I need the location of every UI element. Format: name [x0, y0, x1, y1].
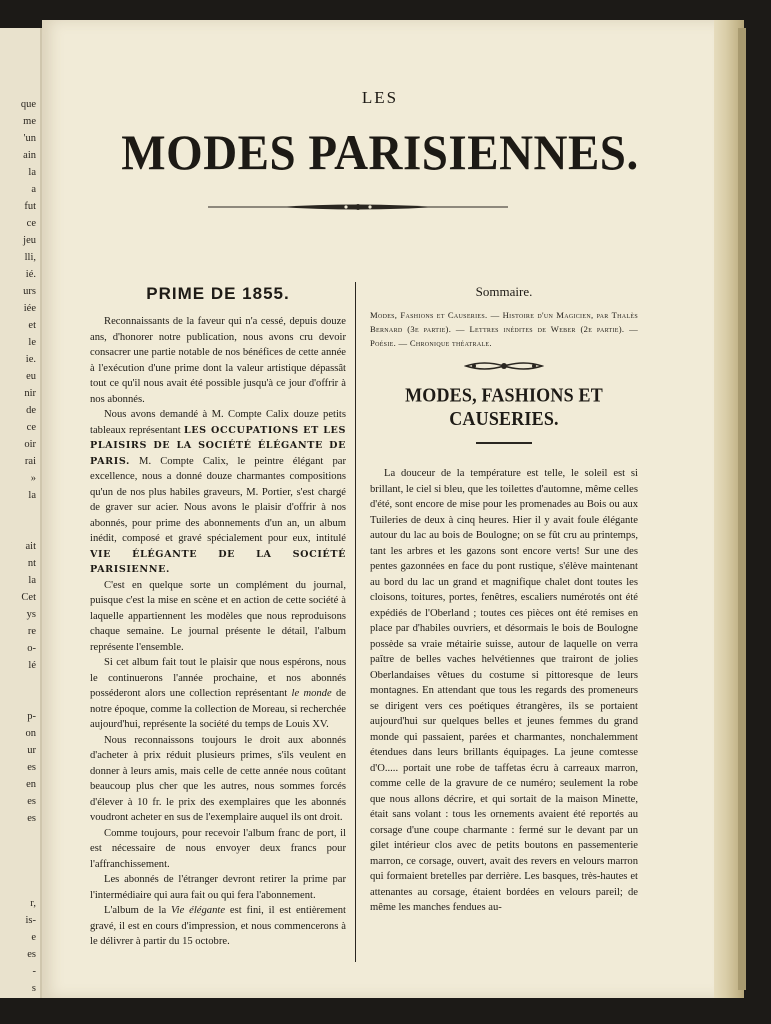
left-page-text-fragment: »: [30, 473, 36, 484]
left-page-text-fragment: is-: [25, 915, 36, 926]
left-page-text-fragment: nir: [24, 388, 36, 399]
left-page-text-fragment: urs: [23, 286, 36, 297]
left-page-text-fragment: re: [27, 626, 36, 637]
left-page-text-fragment: et: [28, 320, 36, 331]
left-page-text-fragment: ié.: [25, 269, 36, 280]
left-page-text-fragment: es: [27, 796, 36, 807]
left-page-text-fragment: es: [27, 813, 36, 824]
prime-heading: PRIME DE 1855.: [146, 284, 290, 303]
left-page-text-fragment: nt: [27, 558, 36, 569]
left-page-text-fragment: le: [28, 337, 36, 348]
left-page-text-fragment: la: [28, 490, 36, 501]
prime-paragraph-7: Les abonnés de l'étranger devront retirer la prime par l'intermédiaire qui aura fait ou qui fera l'abonnement.: [90, 874, 346, 901]
left-page-text-fragment: fut: [24, 201, 36, 212]
left-page-text-fragment: p-: [27, 711, 36, 722]
left-page-text-fragment: es: [27, 949, 36, 960]
left-page-text-fragment: me: [23, 116, 36, 127]
left-page-text-fragment: 'un: [23, 133, 36, 144]
prime-paragraph-6: Comme toujours, pour recevoir l'album franc de port, il est nécessaire de nous envoyer deux francs pour l'affranchissement.: [90, 827, 346, 870]
sommaire-ornament: [464, 360, 544, 372]
left-page-text-fragment: la: [28, 575, 36, 586]
left-page-text-fragment: de: [26, 405, 36, 416]
left-page-text-fragment: r,: [30, 898, 36, 909]
left-page-text-fragment: e: [31, 932, 36, 943]
left-page-text-fragment: ait: [25, 541, 36, 552]
prime-paragraph-2: Nous avons demandé à M. Compte Calix douze petits tableaux représentant LES OCCUPATIONS ET LES PLAISIRS DE LA SOCIÉTÉ ÉLÉGANTE DE PARIS. M. Compte Calix, le peintre élégant par excellence, nous a donné douze charmantes compositions qu'un de nos plus habiles graveurs, M. Portier, s'est chargé de graver sur acier. Nous avons le plaisir d'offrir à nos abonnés, pour prime des abonnements d'un an, un album inédit, composé et gravé spécialement pour eux, intitulé VIE ÉLÉGANTE DE LA SOCIÉTÉ PARISIENNE.: [90, 409, 346, 575]
left-page-text-fragment: on: [25, 728, 36, 739]
left-page-text-fragment: s: [31, 983, 36, 994]
sommaire-text: Modes, Fashions et Causeries. — Histoire d'un Magicien, par Thalès Bernard (3e partie). — Lettres inédites de Weber (2e partie). — Poésie. — Chronique théatrale.: [370, 310, 638, 348]
page-stack-shadow: [738, 28, 746, 990]
left-page-text-fragment: iée: [23, 303, 36, 314]
masthead-ornament-rule: [208, 200, 508, 214]
left-page-text-fragment: lé: [28, 660, 36, 671]
modes-heading: MODES, FASHIONS ET CAUSERIES.: [405, 383, 603, 430]
prime-paragraph-5: Nous reconnaissons toujours le droit aux abonnés d'acheter à prix réduit plusieurs primes, s'ils veulent en donner à leurs amis, mais celle de cette année nous coûtant beaucoup plus cher que les autres, nous sommes forcés d'élever à 10 fr. le prix des exemplaires que les abonnés voudront acheter en sus de l'exemplaire auquel ils ont droit.: [90, 734, 346, 823]
left-column: [90, 278, 346, 950]
left-page-text-fragment: que: [20, 99, 36, 110]
left-page-text-fragment: jeu: [23, 235, 36, 246]
left-page-text-fragment: eu: [26, 371, 36, 382]
left-page-text-fragment: ce: [26, 218, 36, 229]
left-page-text-fragment: ain: [23, 150, 36, 161]
left-page-text-fragment: Cet: [21, 592, 36, 603]
prime-paragraph-3: C'est en quelque sorte un complément du journal, puisque c'est la mise en scène et en action de cette société à laquelle appartiennent les modèles que nous reproduisons chaque semaine. Le journal présente le détail, l'album représente l'ensemble.: [90, 579, 346, 653]
prime-paragraph-8: L'album de la Vie élégante est fini, il est entièrement gravé, il est en cours d'impression, et nous commencerons à le délivrer à partir du 15 octobre.: [90, 905, 346, 947]
left-page-fragment: [0, 28, 42, 998]
prime-paragraph-4: Si cet album fait tout le plaisir que nous espérons, nous le continuerons l'année prochaine, et nos abonnés posséderont alors une collection représentant le monde de notre époque, comme la collection de Moreau, si recherchée aujourd'hui, représente la société du temps de Louis XV.: [90, 657, 346, 730]
left-page-text-fragment: ce: [26, 422, 36, 433]
newspaper-page: [42, 20, 718, 998]
masthead-title: MODES PARISIENNES.: [121, 125, 639, 181]
prime-paragraph-1: Reconnaissants de la faveur qui n'a cessé, depuis douze ans, d'honorer notre publication, nous avons cru devoir consacrer une partie notable de nos bénéfices de cette année à l'exécution d'une prime dont la valeur artistique dépassât tout ce qu'il nous avait été possible jusqu'à ce jour d'offrir à nos abonnés.: [90, 316, 346, 405]
left-page-text-fragment: en: [26, 779, 36, 790]
left-page-text-fragment: o-: [27, 643, 36, 654]
left-page-text-fragment: oir: [24, 439, 36, 450]
left-page-text-fragment: la: [28, 167, 36, 178]
modes-paragraph-1: La douceur de la température est telle, le soleil est si brillant, le ciel si bleu, que les toilettes d'automne, même celles d'été, sont encore de mise pour les promenades au Bois ou aux Tuileries de deux à cinq heures. Hier il y avait foule élégante autour du lac au bois de Boulogne; on se fût cru au printemps, tant les arbres et les gazons sont encore verts! Sur une des pentes gazonnées en face du pont rustique, s'élève maintenant au bord du lac un grand et magnifique chalet dont toutes les cloisons, toitures, portes, fenêtres, escaliers numérotés ont été expédiés de l'Oberland ; toutes ces pièces ont été remises en place par d'habiles ouvriers, et désormais le bois de Boulogne possède sa vraie métairie suisse, autour de laquelle on verra paître de belles vaches helvétiennes que trairont de jolies Oberlandaises vêtues du costume si pittoresque de leurs montagnes. En attendant que tous les regards des promeneurs se dirigent vers ces poétiques étrangères, ils se portaient aujourd'hui sur quelques belles et jeunes femmes du grand monde qui passaient, parées et charmantes, nonchalemment étendues dans leurs brillants équipages. La jeune comtesse d'O..... portait une robe de taffetas écru à carreaux marron, comme celle de la gravure de ce numéro; seulement la robe que nous allons décrire, et qui sortait de la maison Minette, était sans volant : tous les ornements avaient été reportés au corsage d'une coupe charmante : fermé sur le devant par un gilet intérieur clos avec de petits boutons en passementerie marron, ce corsage, ouvert, avait des revers en velours marron qui formaient bretelles par derrière. Les basques, très-hautes et attenantes au corsage, étaient bordées en velours pareil; de même les manches fendues au-: [370, 468, 638, 913]
heading-underline: [476, 442, 532, 444]
album-title: VIE ÉLÉGANTE DE LA SOCIÉTÉ PARISIENNE.: [90, 548, 346, 575]
left-page-text-fragment: lli,: [24, 252, 36, 263]
left-page-text-fragment: rai: [24, 456, 36, 467]
left-page-text-fragment: ur: [27, 745, 36, 756]
right-column: [370, 278, 638, 916]
occupations-title: LES OCCUPATIONS ET LES PLAISIRS DE LA SOCIÉTÉ ÉLÉGANTE DE PARIS.: [90, 424, 346, 467]
left-page-text-fragment: ys: [26, 609, 36, 620]
column-divider: [355, 282, 356, 962]
left-page-text-fragment: ie.: [25, 354, 36, 365]
left-page-text-fragment: a: [31, 184, 36, 195]
sommaire-title: Sommaire.: [475, 284, 533, 299]
left-page-text-fragment: es: [27, 762, 36, 773]
left-page-text-fragment: -: [32, 966, 36, 977]
masthead-les: LES: [361, 88, 399, 107]
